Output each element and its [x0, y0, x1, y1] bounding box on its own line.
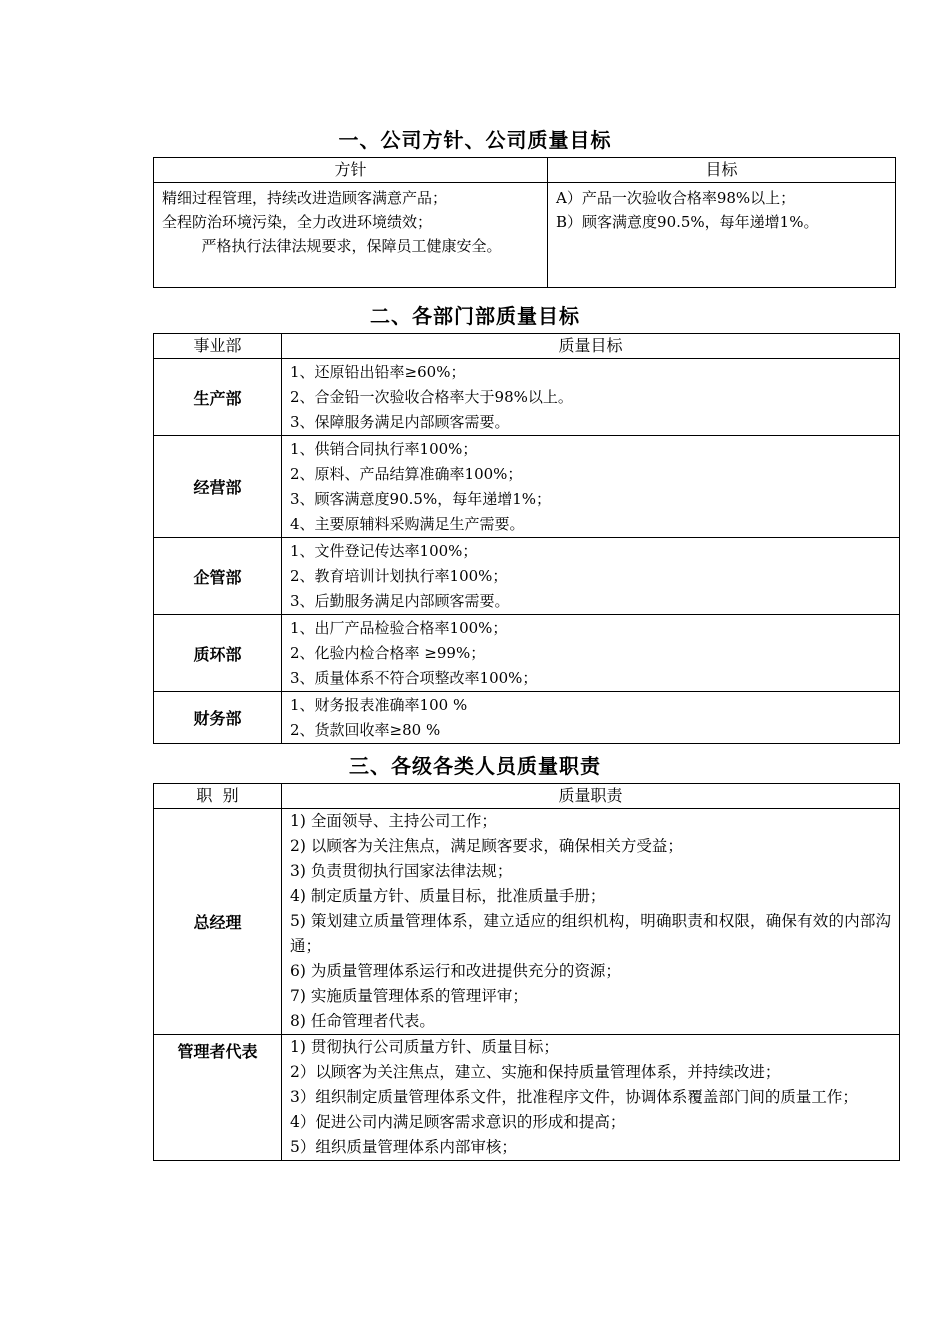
list-item: 1、文件登记传达率100%； — [290, 542, 478, 560]
policy-cell — [154, 183, 548, 288]
responsibility-table — [153, 783, 900, 1161]
list-item: 8) 任命管理者代表。 — [290, 1012, 435, 1030]
goal-line: B）顾客满意度90.5%，每年递增1%。 — [556, 213, 819, 231]
section3-title: 三、各级各类人员质量职责 — [349, 754, 601, 778]
table-header-row — [154, 784, 900, 809]
dept-column-header: 事业部 — [154, 334, 282, 359]
dept-goal-list — [282, 615, 900, 692]
dept-goal-list — [282, 538, 900, 615]
dept-name: 生产部 — [154, 359, 282, 436]
dept-name: 质环部 — [154, 615, 282, 692]
role-name: 管理者代表 — [154, 1035, 282, 1161]
policy-line: 精细过程管理，持续改进造顾客满意产品； — [162, 189, 448, 207]
list-item: 2、原料、产品结算准确率100%； — [290, 465, 523, 483]
dept-name: 企管部 — [154, 538, 282, 615]
list-item: 2) 以顾客为关注焦点，满足顾客要求，确保相关方受益； — [290, 837, 683, 855]
list-item: 2、化验内检合格率 ≥99%； — [290, 644, 486, 662]
responsibility-list — [282, 1035, 900, 1161]
table-row — [154, 359, 900, 436]
list-item: 2、货款回收率≥80 % — [290, 721, 441, 739]
policy-goal-table — [153, 157, 896, 288]
goal-cell — [548, 183, 896, 288]
section1-title: 一、公司方针、公司质量目标 — [338, 128, 612, 152]
dept-name: 财务部 — [154, 692, 282, 744]
dept-goal-list — [282, 359, 900, 436]
list-item: 4) 制定质量方针、质量目标，批准质量手册； — [290, 887, 606, 905]
list-item: 7) 实施质量管理体系的管理评审； — [290, 987, 528, 1005]
department-goals-table — [153, 333, 900, 744]
table-row — [154, 809, 900, 1035]
list-item: 1) 贯彻执行公司质量方针、质量目标； — [290, 1038, 559, 1056]
list-item: 3、后勤服务满足内部顾客需要。 — [290, 592, 510, 610]
table-header-row — [154, 334, 900, 359]
policy-line: 严格执行法律法规要求，保障员工健康安全。 — [201, 237, 502, 255]
section2-title: 二、各部门部质量目标 — [370, 304, 580, 328]
list-item: 5) 策划建立质量管理体系，建立适应的组织机构，明确职责和权限，确保有效的内部沟通； — [290, 912, 891, 955]
table-row — [154, 538, 900, 615]
list-item: 4）促进公司内满足顾客需求意识的形成和提高； — [290, 1113, 626, 1131]
table-row — [154, 692, 900, 744]
list-item: 6) 为质量管理体系运行和改进提供充分的资源； — [290, 962, 621, 980]
responsibility-list — [282, 809, 900, 1035]
dept-name: 经营部 — [154, 436, 282, 538]
list-item: 2、合金铅一次验收合格率大于98%以上。 — [290, 388, 573, 406]
list-item: 3、保障服务满足内部顾客需要。 — [290, 413, 510, 431]
responsibility-column-header: 质量职责 — [282, 784, 900, 809]
list-item: 3、质量体系不符合项整改率100%； — [290, 669, 538, 687]
goal-column-header: 质量目标 — [282, 334, 900, 359]
list-item: 2）以顾客为关注焦点，建立、实施和保持质量管理体系，并持续改进； — [290, 1063, 781, 1081]
table-row — [154, 1035, 900, 1161]
goal-line: A）产品一次验收合格率98%以上； — [556, 189, 796, 207]
role-column-header: 职 别 — [154, 784, 282, 809]
table-header-row — [154, 158, 896, 183]
dept-goal-list — [282, 436, 900, 538]
list-item: 3、顾客满意度90.5%，每年递增1%； — [290, 490, 551, 508]
list-item: 1、供销合同执行率100%； — [290, 440, 478, 458]
list-item: 1、还原铅出铅率≥60%； — [290, 363, 466, 381]
table-row — [154, 436, 900, 538]
list-item: 1) 全面领导、主持公司工作； — [290, 812, 497, 830]
dept-goal-list — [282, 692, 900, 744]
table-row — [154, 615, 900, 692]
list-item: 3) 负责贯彻执行国家法律法规； — [290, 862, 513, 880]
list-item: 2、教育培训计划执行率100%； — [290, 567, 508, 585]
list-item: 3）组织制定质量管理体系文件，批准程序文件，协调体系覆盖部门间的质量工作； — [290, 1088, 858, 1106]
policy-line: 全程防治环境污染，全力改进环境绩效； — [162, 213, 433, 231]
list-item: 1、财务报表准确率100 % — [290, 696, 468, 714]
list-item: 4、主要原辅料采购满足生产需要。 — [290, 515, 525, 533]
table-row — [154, 183, 896, 288]
role-name: 总经理 — [154, 809, 282, 1035]
list-item: 1、出厂产品检验合格率100%； — [290, 619, 508, 637]
list-item: 5）组织质量管理体系内部审核； — [290, 1138, 517, 1156]
policy-column-header: 方针 — [154, 158, 548, 183]
goal-column-header: 目标 — [548, 158, 896, 183]
